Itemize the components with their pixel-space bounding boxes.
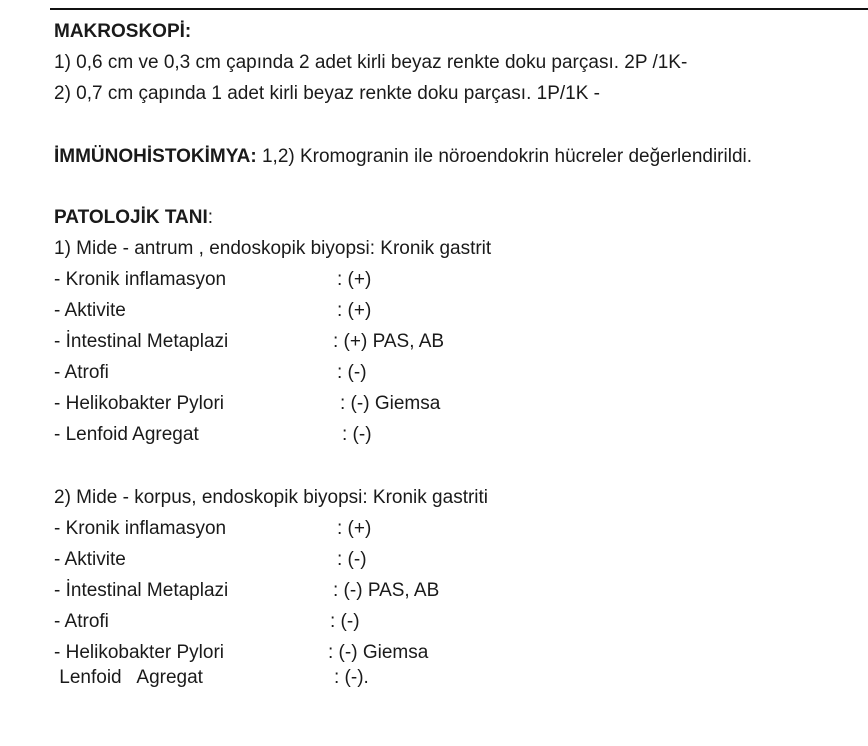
specimen-2-finding-value: : (-). — [334, 667, 369, 688]
specimen-2-finding-value: : (-) PAS, AB — [333, 580, 440, 601]
pathology-heading: PATOLOJİK TANI — [54, 207, 208, 228]
specimen-2-finding-value: : (+) — [337, 518, 372, 539]
specimen-1-finding-label: - Lenfoid Agregat — [54, 424, 199, 445]
specimen-1-finding-label: - Aktivite — [54, 300, 126, 321]
specimen-2-finding-label: - Helikobakter Pylori — [54, 642, 224, 663]
specimen-2-finding-label: Lenfoid Agregat — [54, 667, 203, 688]
macroscopy-heading: MAKROSKOPİ: — [54, 21, 192, 42]
immunohistochemistry-text: 1,2) Kromogranin ile nöroendokrin hücreler değerlendirildi. — [261, 146, 753, 167]
pathology-heading-line — [54, 206, 213, 230]
specimen-1-finding-value: : (+) PAS, AB — [333, 331, 445, 352]
specimen-2-finding-value: : (-) Giemsa — [328, 642, 429, 663]
macroscopy-line-2: 2) 0,7 cm çapında 1 adet kirli beyaz renkte doku parçası. 1P/1K - — [54, 83, 601, 104]
specimen-1-finding-value: : (-) — [337, 362, 367, 383]
specimen-1-finding-label: - İntestinal Metaplazi — [54, 331, 229, 352]
top-divider — [50, 8, 868, 10]
specimen-2-finding-label: - Atrofi — [54, 611, 109, 632]
immunohistochemistry-heading: İMMÜNOHİSTOKİMYA: — [54, 146, 257, 167]
specimen-2-finding-label: - Aktivite — [54, 549, 126, 570]
specimen-2-finding-value: : (-) — [337, 549, 367, 570]
specimen-1-finding-label: - Helikobakter Pylori — [54, 393, 224, 414]
specimen-1-finding-value: : (+) — [337, 269, 372, 290]
specimen-1-finding-value: : (-) Giemsa — [340, 393, 441, 414]
specimen-1-finding-label: - Atrofi — [54, 362, 109, 383]
specimen-1-finding-value: : (+) — [337, 300, 372, 321]
specimen-2-title: 2) Mide - korpus, endoskopik biyopsi: Kronik gastriti — [54, 487, 489, 508]
specimen-1-finding-value: : (-) — [342, 424, 372, 445]
specimen-2-finding-label: - Kronik inflamasyon — [54, 518, 227, 539]
macroscopy-line-1: 1) 0,6 cm ve 0,3 cm çapında 2 adet kirli beyaz renkte doku parçası. 2P /1K- — [54, 52, 688, 73]
specimen-2-finding-label: - İntestinal Metaplazi — [54, 580, 229, 601]
specimen-1-title: 1) Mide - antrum , endoskopik biyopsi: Kronik gastrit — [54, 238, 492, 259]
specimen-2-finding-value: : (-) — [330, 611, 360, 632]
specimen-1-finding-label: - Kronik inflamasyon — [54, 269, 227, 290]
pathology-heading-colon: : — [207, 207, 214, 228]
immunohistochemistry-line — [54, 145, 752, 169]
